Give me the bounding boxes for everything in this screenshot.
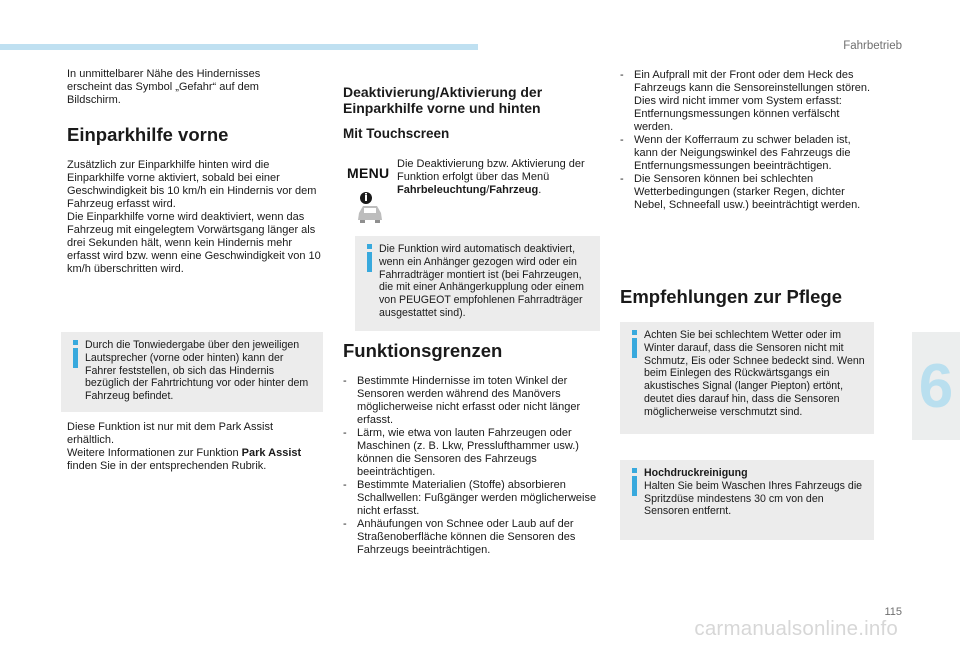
page-number: 115 bbox=[884, 606, 902, 618]
intro-text: In unmittelbarer Nähe des Hindernisses erscheint das Symbol „Gefahr“ auf dem Bildschirm. bbox=[67, 68, 261, 106]
vehicle-info-icon bbox=[355, 191, 385, 225]
info-note-text: Die Funktion wird automatisch deaktiviert, wenn ein Anhänger gezogen wird oder ein Fahrradträger montiert ist (bei Fahrzeugen, die mit einer Anhängerkupplung oder einem von PEUGEOT empfohlenen Fahrradträger ausgestattet sind). bbox=[379, 243, 584, 319]
info-icon bbox=[69, 340, 82, 368]
menu-path-1: Fahrbeleuchtung bbox=[397, 184, 487, 196]
high-pressure-title: Hochdruckreinigung bbox=[644, 467, 748, 479]
more-info-text bbox=[67, 447, 307, 473]
list-item: - Lärm, wie etwa von lauten Fahrzeugen oder Maschinen (z. B. Lkw, Presslufthammer usw.) können die Sensoren des Fahrzeugs beeinträchtigen. bbox=[343, 427, 579, 478]
menu-label: MENU bbox=[347, 165, 390, 181]
info-note-speaker bbox=[61, 332, 323, 412]
heading-care: Empfehlungen zur Pflege bbox=[620, 286, 843, 307]
info-icon bbox=[628, 468, 641, 496]
availability-text: Diese Funktion ist nur mit dem Park Assist erhältlich. bbox=[67, 421, 274, 446]
chapter-number: 6 bbox=[918, 351, 954, 421]
menu-instruction bbox=[397, 158, 587, 197]
more-info-bold: Park Assist bbox=[241, 447, 302, 459]
info-note-care bbox=[620, 322, 874, 434]
more-info-suffix: finden Sie in der entsprechenden Rubrik. bbox=[67, 460, 267, 472]
heading-deactivation: Deaktivierung/Aktivierung der Einparkhilfe vorne und hinten bbox=[343, 84, 543, 116]
menu-path-sep: / bbox=[486, 184, 490, 196]
list-item-text: Wenn der Kofferraum zu schwer beladen ist, kann der Neigungswinkel des Fahrzeugs die Entfernungsmessungen beeinträchtigen. bbox=[634, 134, 851, 172]
list-item: - Bestimmte Materialien (Stoffe) absorbieren Schallwellen: Fußgänger werden möglicherweise nicht erfasst. bbox=[343, 479, 597, 517]
heading-front-parking-aid: Einparkhilfe vorne bbox=[67, 124, 229, 145]
more-info-prefix: Weitere Informationen zur Funktion bbox=[67, 447, 242, 459]
list-item-text: Anhäufungen von Schnee oder Laub auf der Straßenoberfläche können die Sensoren des Fahrzeugs beeinträchtigen. bbox=[357, 518, 576, 556]
menu-button-symbol bbox=[347, 165, 393, 183]
menu-path-end: . bbox=[538, 184, 542, 196]
section-title: Fahrbetrieb bbox=[843, 40, 902, 52]
info-note-text: Durch die Tonwiedergabe über den jeweiligen Lautsprecher (vorne oder hinten) kann der Fahrer feststellen, ob sich das Hindernis bezüglich der Fahrtrichtung vor oder hinter dem Fahrzeug befindet. bbox=[85, 339, 309, 403]
menu-path-2: Fahrzeug bbox=[489, 184, 539, 196]
list-item-text: Ein Aufprall mit der Front oder dem Heck des Fahrzeugs kann die Sensoreinstellungen stören. Dies wird nicht immer vom System erfasst: Entfernungsmessungen können verfälscht werden. bbox=[634, 69, 871, 133]
info-note-trailer bbox=[355, 236, 600, 331]
watermark: carmanualsonline.info bbox=[694, 617, 898, 640]
header-bar bbox=[0, 44, 478, 50]
front-parking-aid-body: Zusätzlich zur Einparkhilfe hinten wird die Einparkhilfe vorne aktiviert, sobald bei einer Geschwindigkeit bis 10 km/h ein Hindernis vor dem Fahrzeug erfasst wird. Die Einparkhilfe vorne wird deaktiviert, wenn das Fahrzeug mit eingelegtem Vorwärtsgang länger als drei Sekunden hält, wenn kein Hindernis mehr erfasst wird bzw. wenn eine Geschwindigkeit von 10 km/h überschritten wird. bbox=[67, 159, 321, 275]
list-item-text: Lärm, wie etwa von lauten Fahrzeugen oder Maschinen (z. B. Lkw, Presslufthammer usw.) können die Sensoren des Fahrzeugs beeinträchtigen. bbox=[357, 427, 579, 478]
list-item: - Die Sensoren können bei schlechten Wetterbedingungen (starker Regen, dichter Nebel, Schneefall usw.) beeinträchtigt werden. bbox=[620, 173, 861, 211]
list-item: - Wenn der Kofferraum zu schwer beladen ist, kann der Neigungswinkel des Fahrzeugs die Entfernungsmessungen beeinträchtigen. bbox=[620, 134, 851, 172]
chapter-tab bbox=[912, 332, 960, 440]
list-item: - Anhäufungen von Schnee oder Laub auf der Straßenoberfläche können die Sensoren des Fahrzeugs beeinträchtigen. bbox=[343, 518, 576, 556]
heading-limits: Funktionsgrenzen bbox=[343, 340, 503, 361]
info-icon bbox=[363, 244, 376, 272]
info-note-high-pressure bbox=[620, 460, 874, 540]
info-icon bbox=[628, 330, 641, 358]
list-item-text: Die Sensoren können bei schlechten Wetterbedingungen (starker Regen, dichter Nebel, Schneefall usw.) beeinträchtigt werden. bbox=[634, 173, 861, 211]
info-note-text: Achten Sie bei schlechtem Wetter oder im Winter darauf, dass die Sensoren nicht mit Schmutz, Eis oder Schnee bedeckt sind. Wenn beim Einlegen des Rückwärtsgangs ein akustisches Signal (langer Piepton) ertönt, deutet dies darauf hin, dass die Sensoren möglicherweise verschmutzt sind. bbox=[644, 329, 865, 418]
list-item: - Ein Aufprall mit der Front oder dem Heck des Fahrzeugs kann die Sensoreinstellungen stören. Dies wird nicht immer vom System erfasst: Entfernungsmessungen können verfälscht werden. bbox=[620, 69, 871, 133]
menu-text: Die Deaktivierung bzw. Aktivierung der Funktion erfolgt über das Menü bbox=[397, 158, 585, 183]
high-pressure-text: Halten Sie beim Waschen Ihres Fahrzeugs die Spritzdüse mindestens 30 cm von den Sensoren entfernt. bbox=[644, 479, 863, 518]
limits-list bbox=[343, 375, 600, 557]
list-item-text: Bestimmte Hindernisse im toten Winkel der Sensoren werden während des Manövers möglicherweise nicht erfasst oder nicht länger erfasst. bbox=[357, 375, 581, 426]
list-item-text: Bestimmte Materialien (Stoffe) absorbieren Schallwellen: Fußgänger werden möglicherweise nicht erfasst. bbox=[357, 479, 597, 517]
limits-list-continued bbox=[620, 69, 874, 212]
subheading-touchscreen: Mit Touchscreen bbox=[343, 126, 450, 141]
list-item: - Bestimmte Hindernisse im toten Winkel der Sensoren werden während des Manövers möglicherweise nicht erfasst oder nicht länger erfasst. bbox=[343, 375, 581, 426]
